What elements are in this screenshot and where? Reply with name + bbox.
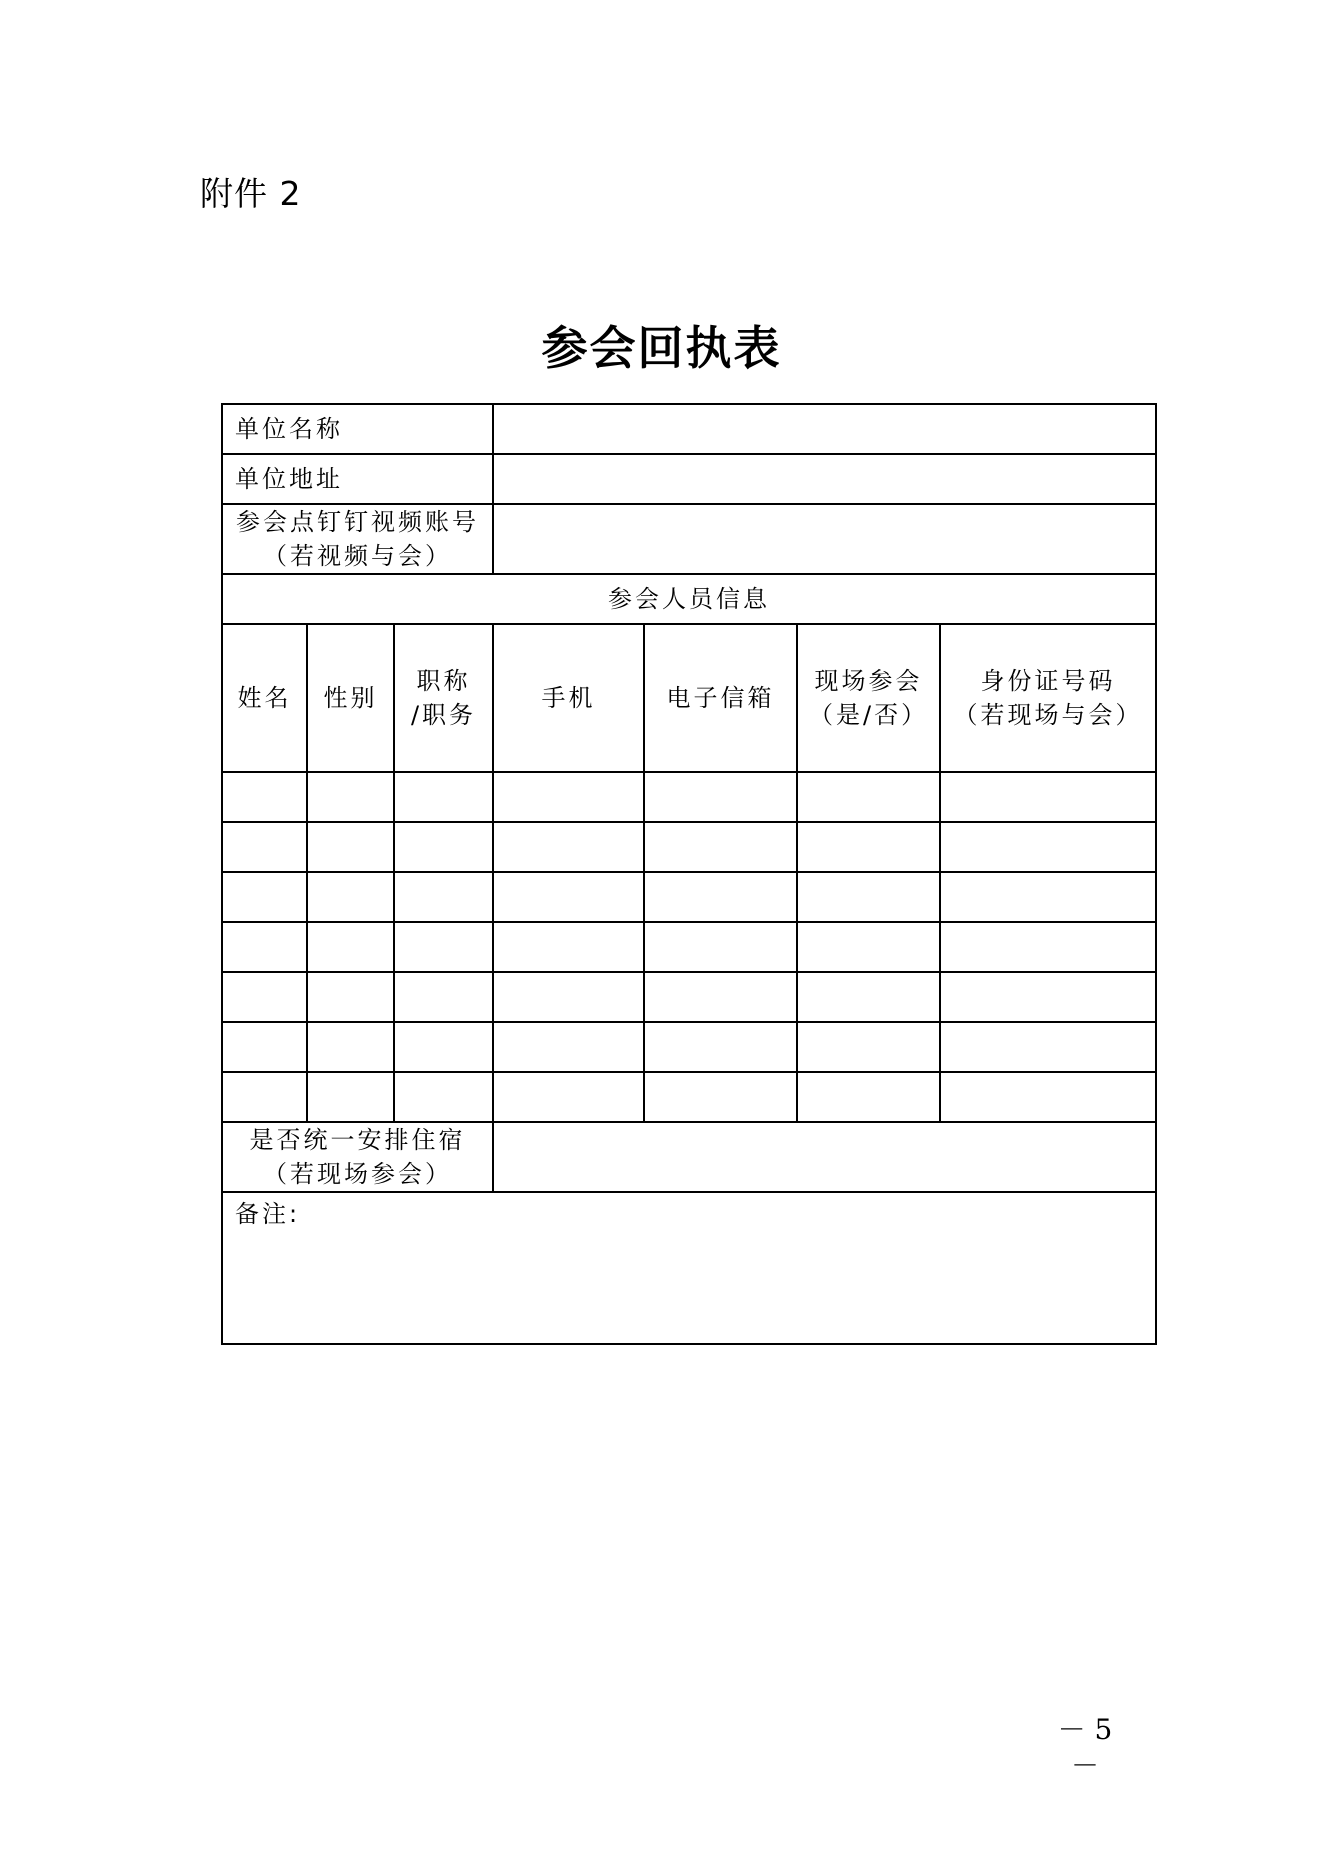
mobile-cell[interactable] — [493, 1022, 644, 1072]
unit-address-label: 单位地址 — [222, 454, 493, 504]
remarks-label: 备注: — [235, 1200, 301, 1228]
email-cell[interactable] — [644, 1072, 797, 1122]
onsite-cell[interactable] — [797, 972, 940, 1022]
column-header-email — [644, 624, 797, 772]
unit-address-field[interactable] — [493, 454, 1156, 504]
table-row — [222, 772, 1156, 822]
column-header-title — [394, 624, 493, 772]
dingtalk-account-label — [222, 504, 493, 574]
gender-cell[interactable] — [307, 872, 394, 922]
gender-cell[interactable] — [307, 1022, 394, 1072]
onsite-cell[interactable] — [797, 1022, 940, 1072]
title-cell[interactable] — [394, 1022, 493, 1072]
column-header-id-number-line1: 身份证号码 — [980, 667, 1116, 695]
column-header-name-text: 姓名 — [237, 684, 292, 712]
gender-cell[interactable] — [307, 822, 394, 872]
column-header-gender-text: 性别 — [323, 684, 378, 712]
dingtalk-account-label-line2: （若视频与会） — [263, 542, 453, 570]
gender-cell[interactable] — [307, 922, 394, 972]
column-header-onsite — [797, 624, 940, 772]
column-header-onsite-line1: 现场参会 — [814, 667, 923, 695]
remarks-row — [222, 1192, 1156, 1344]
name-cell[interactable] — [222, 972, 307, 1022]
column-header-title-line1: 职称 — [416, 667, 471, 695]
accommodation-label-line1: 是否统一安排住宿 — [249, 1126, 466, 1154]
mobile-cell[interactable] — [493, 1072, 644, 1122]
column-header-title-line2: /职务 — [410, 701, 477, 729]
onsite-cell[interactable] — [797, 822, 940, 872]
table-row — [222, 872, 1156, 922]
remarks-field[interactable] — [222, 1192, 1156, 1344]
email-cell[interactable] — [644, 1022, 797, 1072]
column-header-email-text: 电子信箱 — [666, 684, 775, 712]
dingtalk-account-field[interactable] — [493, 504, 1156, 574]
mobile-cell[interactable] — [493, 972, 644, 1022]
gender-cell[interactable] — [307, 1072, 394, 1122]
mobile-cell[interactable] — [493, 872, 644, 922]
email-cell[interactable] — [644, 822, 797, 872]
page-number: － 5 － — [1057, 1713, 1113, 1782]
title-cell[interactable] — [394, 772, 493, 822]
column-header-gender — [307, 624, 394, 772]
gender-cell[interactable] — [307, 972, 394, 1022]
title-cell[interactable] — [394, 872, 493, 922]
dingtalk-account-label-line1: 参会点钉钉视频账号 — [236, 508, 480, 536]
gender-cell[interactable] — [307, 772, 394, 822]
onsite-cell[interactable] — [797, 872, 940, 922]
accommodation-row — [222, 1122, 1156, 1192]
table-row — [222, 972, 1156, 1022]
email-cell[interactable] — [644, 972, 797, 1022]
id-number-cell[interactable] — [940, 822, 1156, 872]
mobile-cell[interactable] — [493, 772, 644, 822]
mobile-cell[interactable] — [493, 822, 644, 872]
id-number-cell[interactable] — [940, 922, 1156, 972]
page-title: 参会回执表 — [541, 321, 782, 375]
id-number-cell[interactable] — [940, 972, 1156, 1022]
title-cell[interactable] — [394, 972, 493, 1022]
accommodation-field[interactable] — [493, 1122, 1156, 1192]
section-header: 参会人员信息 — [222, 574, 1156, 624]
section-header-row — [222, 574, 1156, 624]
title-cell[interactable] — [394, 922, 493, 972]
title-cell[interactable] — [394, 1072, 493, 1122]
unit-name-row — [222, 404, 1156, 454]
unit-name-field[interactable] — [493, 404, 1156, 454]
email-cell[interactable] — [644, 772, 797, 822]
id-number-cell[interactable] — [940, 772, 1156, 822]
id-number-cell[interactable] — [940, 872, 1156, 922]
table-row — [222, 1072, 1156, 1122]
column-header-name — [222, 624, 307, 772]
unit-address-row — [222, 454, 1156, 504]
accommodation-label-line2: （若现场参会） — [263, 1160, 453, 1188]
onsite-cell[interactable] — [797, 1072, 940, 1122]
name-cell[interactable] — [222, 1072, 307, 1122]
id-number-cell[interactable] — [940, 1022, 1156, 1072]
name-cell[interactable] — [222, 772, 307, 822]
table-row — [222, 822, 1156, 872]
column-header-row — [222, 624, 1156, 772]
column-header-onsite-line2: （是/否） — [808, 701, 929, 729]
onsite-cell[interactable] — [797, 772, 940, 822]
unit-name-label: 单位名称 — [222, 404, 493, 454]
onsite-cell[interactable] — [797, 922, 940, 972]
name-cell[interactable] — [222, 822, 307, 872]
email-cell[interactable] — [644, 922, 797, 972]
email-cell[interactable] — [644, 872, 797, 922]
name-cell[interactable] — [222, 922, 307, 972]
accommodation-label — [222, 1122, 493, 1192]
registration-form-table — [221, 403, 1157, 1345]
name-cell[interactable] — [222, 872, 307, 922]
table-row — [222, 1022, 1156, 1072]
column-header-id-number-line2: （若现场与会） — [953, 701, 1143, 729]
column-header-mobile — [493, 624, 644, 772]
title-cell[interactable] — [394, 822, 493, 872]
attachment-label: 附件 2 — [200, 174, 302, 213]
dingtalk-account-row — [222, 504, 1156, 574]
name-cell[interactable] — [222, 1022, 307, 1072]
table-row — [222, 922, 1156, 972]
mobile-cell[interactable] — [493, 922, 644, 972]
id-number-cell[interactable] — [940, 1072, 1156, 1122]
column-header-id-number — [940, 624, 1156, 772]
column-header-mobile-text: 手机 — [541, 684, 596, 712]
